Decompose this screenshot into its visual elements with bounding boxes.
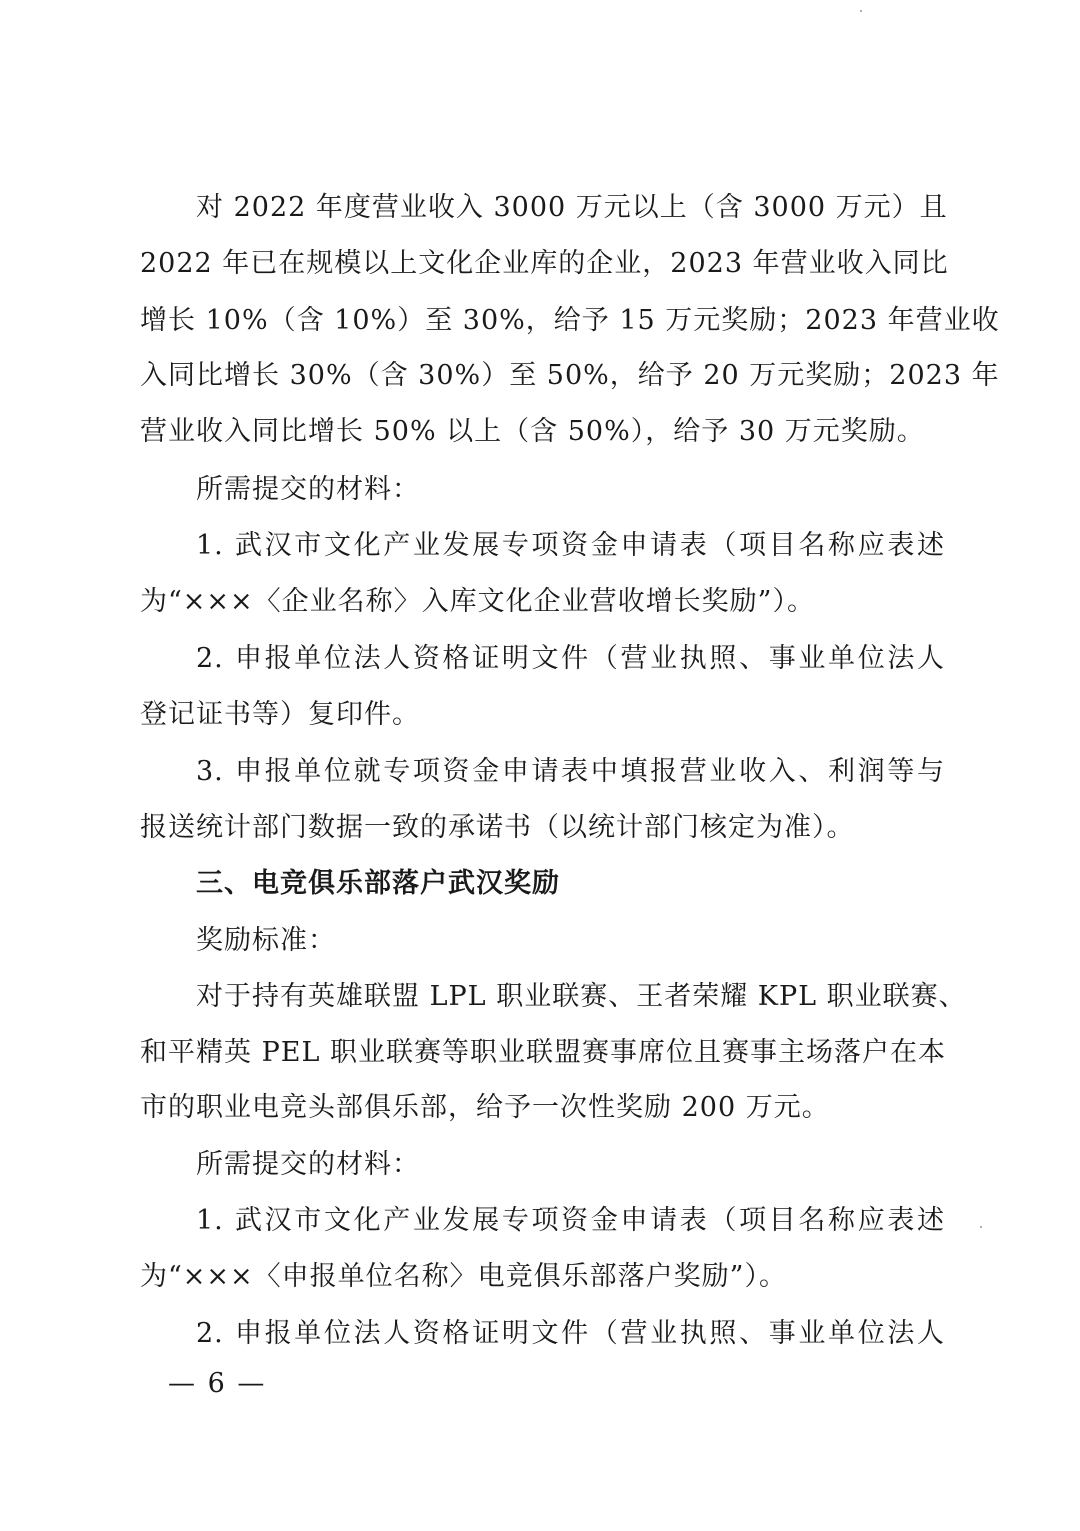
item-2-2-line-1: 2. 申报单位法人资格证明文件（营业执照、事业单位法人 xyxy=(196,1318,945,1349)
paragraph-2-line-1: 对于持有英雄联盟 LPL 职业联赛、王者荣耀 KPL 职业联赛、 xyxy=(196,981,967,1012)
page-number: — 6 — xyxy=(168,1368,267,1399)
paragraph-1-line-5: 营业收入同比增长 50% 以上（含 50%），给予 30 万元奖励。 xyxy=(140,416,925,447)
item-1-3-line-1: 3. 申报单位就专项资金申请表中填报营业收入、利润等与 xyxy=(196,756,945,787)
paragraph-1-line-1: 对 2022 年度营业收入 3000 万元以上（含 3000 万元）且 xyxy=(196,192,948,223)
scan-speck xyxy=(980,1226,982,1228)
item-1-1-line-1: 1. 武汉市文化产业发展专项资金申请表（项目名称应表述 xyxy=(196,530,945,561)
paragraph-1-line-4: 入同比增长 30%（含 30%）至 50%，给予 20 万元奖励；2023 年 xyxy=(140,360,1000,391)
item-2-1-line-1: 1. 武汉市文化产业发展专项资金申请表（项目名称应表述 xyxy=(196,1205,945,1236)
paragraph-1-line-2: 2022 年已在规模以上文化企业库的企业，2023 年营业收入同比 xyxy=(140,248,949,279)
materials-label-2: 所需提交的材料： xyxy=(196,1149,420,1180)
materials-label-1: 所需提交的材料： xyxy=(196,474,420,505)
award-standard-label: 奖励标准： xyxy=(196,925,336,956)
item-1-2-line-2: 登记证书等）复印件。 xyxy=(140,699,420,730)
item-2-1-line-2: 为“×××〈申报单位名称〉电竞俱乐部落户奖励”）。 xyxy=(140,1261,787,1292)
item-1-1-line-2: 为“×××〈企业名称〉入库文化企业营收增长奖励”）。 xyxy=(140,586,815,617)
item-1-3-line-2: 报送统计部门数据一致的承诺书（以统计部门核定为准）。 xyxy=(140,812,855,843)
paragraph-1-line-3: 增长 10%（含 10%）至 30%，给予 15 万元奖励；2023 年营业收 xyxy=(140,305,1000,336)
item-1-2-line-1: 2. 申报单位法人资格证明文件（营业执照、事业单位法人 xyxy=(196,643,945,674)
paragraph-2-line-2: 和平精英 PEL 职业联赛等职业联盟赛事席位且赛事主场落户在本 xyxy=(140,1037,946,1068)
section-3-heading: 三、电竞俱乐部落户武汉奖励 xyxy=(196,868,560,899)
paragraph-2-line-3: 市的职业电竞头部俱乐部，给予一次性奖励 200 万元。 xyxy=(140,1092,830,1123)
scan-speck xyxy=(860,10,862,12)
